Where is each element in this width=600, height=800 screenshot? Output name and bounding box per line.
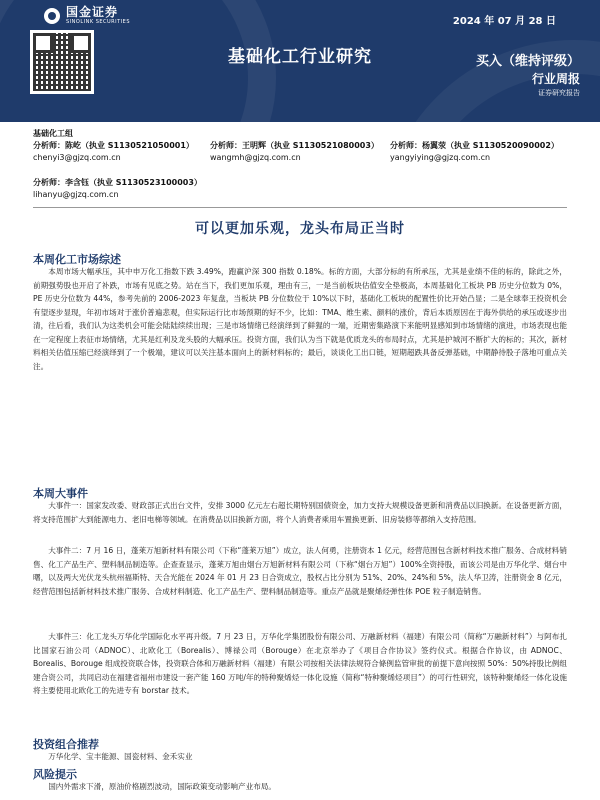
team-label: 基础化工组	[33, 129, 73, 138]
market-summary: 本周市场大幅承压，其中申万化工指数下跌 3.49%，跑赢沪深 300 指数 0.18%。标的方面，大部分标的有所承压，尤其是业绩不佳的标的，除此之外，前期强势股也开启了补跌，市场有见底之势。站在当下，我们更加乐观，理由有三，一是当前板块估值安全垫极高，本周基础化工板块 PB 历史分位数为 0%，PE 历史分位数为 44%，参考先前的 2006-2023 年复盘，当板块 PB 分位数位于 10%以下时，基础化工板块的配置性价比开始凸显；二是全球奉王投资机会有望逐步显现，年初市场对于涨价普遍悲观，但实际运行比市场预期的好不少，比如：TMA、维生素、颜料的涨价，背后本质原因在于海外供给的承压或逐步出清，往后看，我们认为这类机会可能会陆陆续续出现；三是市场情绪已经演绎到了鲜猩的一端，近期密集路演下来能明显感知到市场情绪的演进，市场表现也能在一定程度上表征市场情绪，尤其是红利及龙头股的大幅承压。投资方面，我们认为当下就是优质龙头的布局时点，尤其是护城河不断扩大的标的；其次，新材料相关估值压缩已经演绎到了一个极端，建议可以关注基本面向上的新材料标的；最后，谈谈化工出口链，短期超跌具备反弹基础，中期静待股子落地可重点关注。	[33, 267, 567, 371]
report-date: 2024 年 07 月 28 日	[452, 16, 556, 27]
analyst-name: 分析师：杨翼荥（执业 S1130520090002）	[390, 141, 559, 150]
report-subtitle: 证券研究报告	[538, 89, 580, 97]
event-item: 大事件一：国家发改委、财政部正式出台文件，安排 3000 亿元左右超长期特别国债资金，加力支持大规模设备更新和消费品以旧换新。在设备更新方面，将支持范围扩大到能源电力、老旧电梯等领域。在消费品以旧换新方面，将个人消费者乘用车置换更新、旧房装修等都纳入支持范围。	[33, 501, 567, 524]
logo-en: SINOLINK SECURITIES	[66, 19, 130, 25]
analyst-name: 分析师：陈屹（执业 S1130521050001）	[33, 141, 194, 150]
analyst-email[interactable]: lihanyu@gjzq.com.cn	[33, 190, 119, 199]
analyst-card	[210, 140, 379, 164]
section-heading-risk: 风险提示	[33, 768, 77, 781]
event-item: 大事件三：化工龙头万华化学国际化水平再升级。7 月 23 日，万华化学集团股份有限公司、万融新材料（福建）有限公司（简称“万融新材料”）与阿布扎比国家石油公司（ADNOC）、北欧化工（Borealis）、博禄公司（Borouge）在北京举办了《项目合作协议》签约仪式。根据合作协议，由 ADNOC、Borealis、Borouge 组成投资联合体，投资联合体和万融新材料（福建）有限公司按相关法律法规符合條例监管审批的前提下意向按照 50%：50%持股比例组建合资公司，共同启动在福建省福州市建设一套产能 160 万吨/年的特种聚烯烃一体化设施（简称“特种聚烯烃项目”）的可行性研究，该特种聚烯烃一体化设施将主要使用北欧化工的先进专有 borstar 技术。	[33, 632, 567, 695]
section-heading-picks: 投资组合推荐	[33, 738, 99, 751]
section-heading-market: 本周化工市场综述	[33, 253, 121, 266]
divider	[33, 207, 567, 208]
analyst-email[interactable]: wangmh@gjzq.com.cn	[210, 153, 301, 162]
analyst-card	[33, 140, 194, 164]
report-type: 行业周报	[531, 72, 580, 86]
logo-icon	[44, 8, 60, 24]
analyst-email[interactable]: chenyi3@gjzq.com.cn	[33, 153, 121, 162]
event-item: 大事件二：7 月 16 日，蓬莱万旭新材料有限公司（下称“蓬莱万旭”）成立，法人何勇，注册资本 1 亿元，经营范围包含新材料技术推广服务、合成材料销售、化工产品生产、塑料制品制造等。企查查显示，蓬莱万旭由烟台万旭新材料有限公司（下称“烟台万旭”）100%全资持股，而该公司是由万华化学、烟台中曙，以及两大光伏龙头杭州福斯特、天合光能在 2024 年 01 月 23 日合资成立，股权占比分别为 51%、20%、24%和 5%，法人华卫涛，注册资金 8 亿元，经营范围包括新材料技术推广服务、合成材料制造、化工产品生产、塑料制品制造等。重点产品就是聚烯烃弹性体 POE 粒子制造销售。	[33, 546, 567, 596]
analyst-name: 分析师：王明辉（执业 S1130521080003）	[210, 141, 379, 150]
logo-cn: 国金证券	[66, 5, 119, 19]
rating-label: 买入（维持评级）	[475, 54, 580, 69]
analyst-name: 分析师：李含钰（执业 S1130523100003）	[33, 178, 202, 187]
report-header	[0, 0, 600, 122]
report-category-title: 基础化工行业研究	[228, 47, 372, 67]
analyst-card	[33, 177, 202, 201]
section-heading-events: 本周大事件	[33, 487, 88, 500]
risk-text: 国内外需求下滑，原油价格剧烈波动，国际政策变动影响产业布局。	[48, 782, 276, 791]
report-title: 可以更加乐观，龙头布局正当时	[195, 221, 405, 237]
analyst-card	[390, 140, 559, 164]
portfolio-picks: 万华化学、宝丰能源、国瓷材料、金禾实业	[48, 752, 193, 761]
company-logo	[44, 6, 130, 26]
analyst-email[interactable]: yangyiying@gjzq.com.cn	[390, 153, 491, 162]
